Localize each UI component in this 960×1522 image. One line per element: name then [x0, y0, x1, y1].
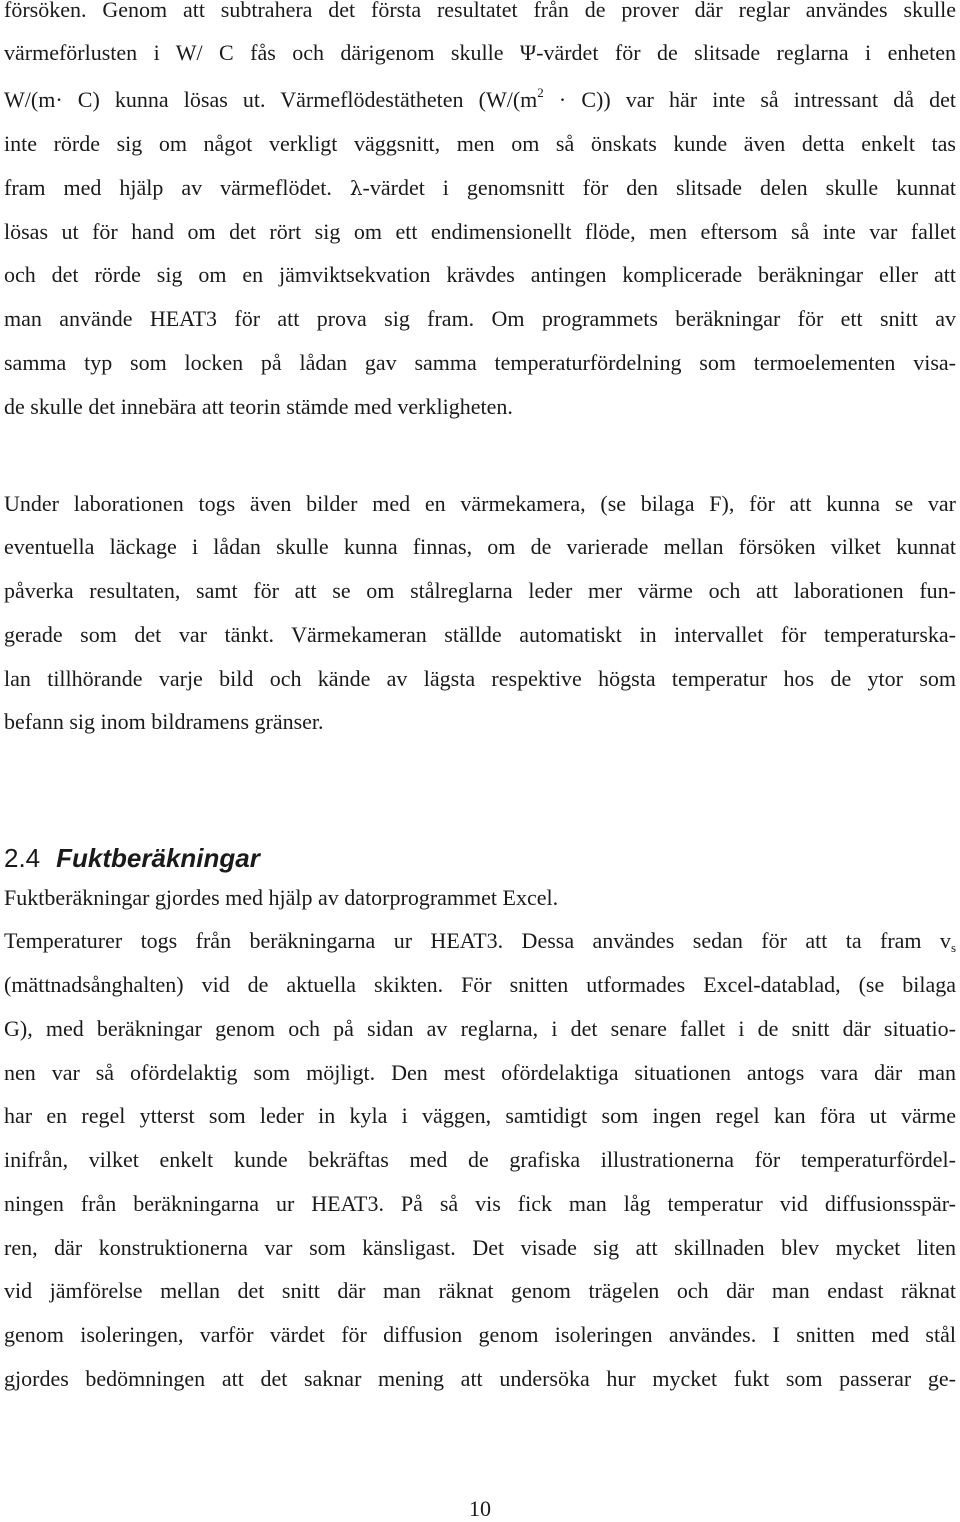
- superscript: 2: [537, 85, 544, 100]
- lambda-symbol: λ: [349, 176, 363, 200]
- section-number: 2.4: [4, 843, 41, 873]
- paragraph-1-line-7: och det rörde sig om en jämviktsekvation krävdes antingen komplicerade beräkningar eller att: [4, 262, 956, 287]
- paragraph-1-line-6: lösas ut för hand om det rört sig om ett endimensionellt flöde, men eftersom så inte var fallet: [4, 219, 956, 244]
- section-title: Fuktberäkningar: [56, 843, 260, 873]
- paragraph-2-line-1: Under laborationen togs även bilder med en värmekamera, (se bilaga F), för att kunna se var: [4, 491, 956, 516]
- subscript: s: [950, 940, 956, 955]
- paragraph-3-line-12: gjordes bedömningen att det saknar mening att undersöka hur mycket fukt som passerar ge-: [4, 1366, 956, 1391]
- paragraph-1-line-9: samma typ som locken på lådan gav samma temperaturfördelning som termoelementen visa-: [4, 350, 956, 375]
- paragraph-1-line-8: man använde HEAT3 för att prova sig fram. Om programmets beräkningar för ett snitt av: [4, 306, 956, 331]
- paragraph-1-line-10: de skulle det innebära att teorin stämde med verkligheten.: [4, 394, 513, 419]
- paragraph-3-line-3: (mättnadsånghalten) vid de aktuella skikten. För snitten utformades Excel-datablad, (se bilaga: [4, 972, 956, 997]
- paragraph-1-line-2: värmeförlusten i W/ C fås och därigenom skulle Ψ-värdet för de slitsade reglarna i enheten: [4, 40, 956, 65]
- paragraph-3-line-11: genom isoleringen, varför värdet för diffusion genom isoleringen användes. I snitten med stål: [4, 1322, 956, 1347]
- paragraph-3-line-7: inifrån, vilket enkelt kunde bekräftas med de grafiska illustrationerna för temperaturfördel-: [4, 1147, 956, 1172]
- page-number: 10: [469, 1496, 491, 1521]
- paragraph-2-line-3: påverka resultaten, samt för att se om stålreglarna leder mer värme och att laborationen fun-: [4, 578, 956, 603]
- paragraph-2-line-2: eventuella läckage i lådan skulle kunna finnas, om de varierade mellan försöken vilket kunnat: [4, 534, 956, 559]
- paragraph-1-line-1: försöken. Genom att subtrahera det första resultatet från de prover där reglar användes skulle: [4, 0, 956, 22]
- paragraph-3-line-10: vid jämförelse mellan det snitt där man räknat genom trägelen och där man endast räknat: [4, 1278, 956, 1303]
- paragraph-1-line-3: W/(m· C) kunna lösas ut. Värmeflödestätheten $(W/(m^2 \cdot C))$ var här inte så intressant då det: [4, 85, 956, 112]
- paragraph-3-line-4: G), med beräkningar genom och på sidan av reglarna, i det senare fallet i de snitt där situatio-: [4, 1016, 956, 1041]
- paragraph-3-line-2: Temperaturer togs från beräkningarna ur HEAT3. Dessa användes sedan för att ta fram vs: [4, 928, 956, 955]
- paragraph-3-line-8: ningen från beräkningarna ur HEAT3. På så vis fick man låg temperatur vid diffusionsspär-: [4, 1191, 956, 1216]
- paragraph-3-line-5: nen var så ofördelaktig som möjligt. Den mest ofördelaktiga situationen antogs vara där man: [4, 1060, 956, 1085]
- paragraph-2-line-6: befann sig inom bildramens gränser.: [4, 709, 324, 734]
- paragraph-3-line-1: Fuktberäkningar gjordes med hjälp av datorprogrammet Excel.: [4, 885, 559, 910]
- paragraph-1-line-4: inte rörde sig om något verkligt väggsnitt, men om så önskats kunde även detta enkelt tas: [4, 131, 956, 156]
- paragraph-3-line-6: har en regel ytterst som leder in kyla i väggen, samtidigt som ingen regel kan föra ut värme: [4, 1103, 956, 1128]
- paragraph-2-line-5: lan tillhörande varje bild och kände av lägsta respektive högsta temperatur hos de ytor som: [4, 666, 956, 691]
- section-heading: [4, 841, 260, 875]
- paragraph-3-line-9: ren, där konstruktionerna var som känsligast. Det visade sig att skillnaden blev mycket liten: [4, 1235, 956, 1260]
- paragraph-1-line-5: fram med hjälp av värmeflödet. λ-värdet i genomsnitt för den slitsade delen skulle kunnat: [4, 175, 956, 200]
- paragraph-2-line-4: gerade som det var tänkt. Värmekameran ställde automatiskt in intervallet för temperaturska-: [4, 622, 956, 647]
